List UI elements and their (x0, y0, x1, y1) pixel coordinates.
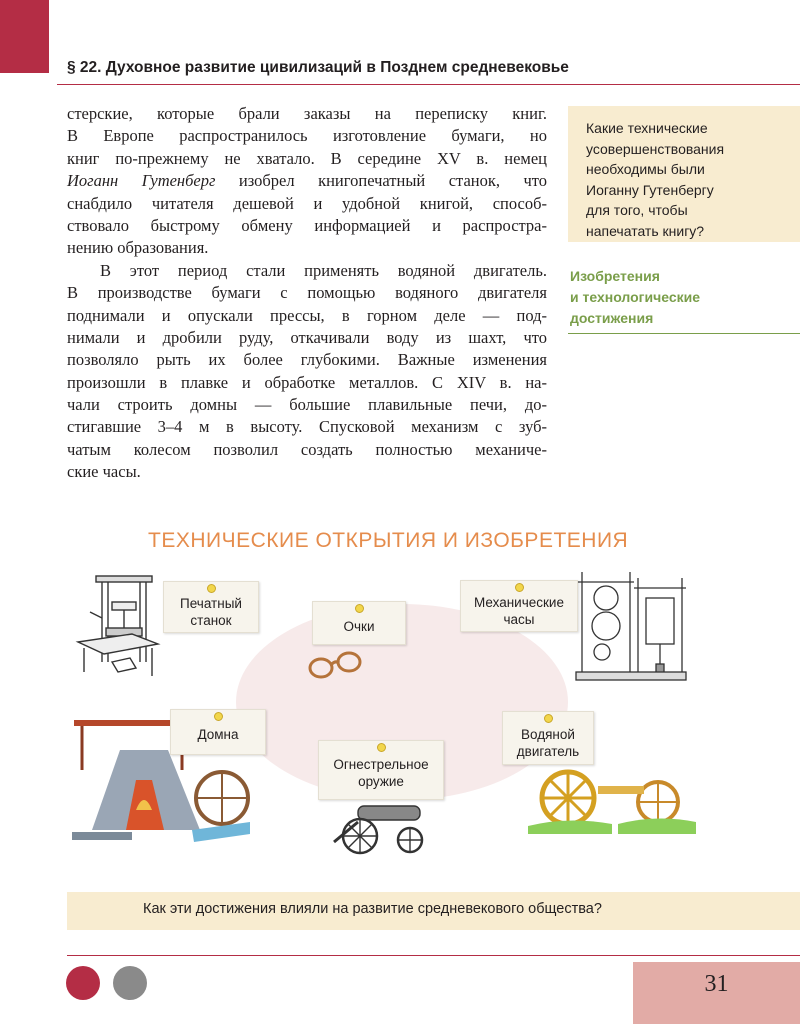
text-line: снабдило читателя дешевой и удобной книгой, способ- (67, 193, 547, 213)
page-number-box (633, 962, 800, 1024)
card-mechanical-clock (460, 580, 578, 632)
eyeglasses-illustration (305, 648, 367, 684)
text-line: книг по-прежнему не хватало. В середине XV в. немец (67, 148, 547, 168)
card-blast-furnace (170, 709, 266, 755)
question-text (586, 118, 786, 241)
person-name: Иоганн Гутенберг (67, 171, 216, 191)
text-line: ствовало быстрому обмену информацией и распростра- (67, 215, 547, 235)
page-number: 31 (704, 971, 729, 997)
pin-icon (207, 584, 216, 593)
card-label: Огнестрельное (333, 757, 429, 772)
card-label: оружие (358, 774, 404, 789)
question-line: Иоганну Гутенбергу (586, 181, 714, 198)
question-line: Какие технические (586, 120, 708, 136)
bottom-question-box (67, 892, 800, 930)
card-label: двигатель (516, 744, 580, 759)
card-eyeglasses (312, 601, 406, 645)
text-line: чали строить домны — большие плавильные печи, до- (67, 395, 547, 415)
text-line: поднимали и опускали прессы, в горном деле — под- (67, 305, 547, 325)
running-header: § 22. Духовное развитие цивилизаций в Позднем средневековье (67, 59, 569, 76)
pin-icon (544, 714, 553, 723)
text-line: В Европе распространилось изготовление бумаги, но (67, 126, 547, 146)
text-line: В производстве бумаги с помощью водяного двигателя (67, 283, 547, 303)
pin-icon (515, 583, 524, 592)
side-heading (570, 266, 790, 329)
card-label: часы (503, 612, 535, 627)
card-label: Механические (474, 595, 564, 610)
text-line: нимали и дробили руду, откачивали воду из шахт, что (67, 327, 547, 347)
footer-rule (67, 955, 800, 956)
mechanical-clock-illustration (574, 568, 688, 690)
text-line: стерские, которые брали заказы на переписку книг. (67, 104, 547, 123)
card-label: Печатный (180, 596, 242, 611)
text-line: произошли в плавке и обработке металлов. С XIV в. на- (67, 372, 547, 392)
side-heading-line: и технологические (570, 289, 701, 305)
card-label: Очки (343, 619, 375, 634)
side-rule (568, 333, 800, 334)
pin-icon (377, 743, 386, 752)
question-line: для того, чтобы (586, 202, 688, 218)
text-line: стигавшие 3–4 м в высоту. Спусковой механизм с зуб- (67, 417, 547, 437)
printing-press-illustration (72, 572, 164, 684)
card-label: Домна (197, 727, 239, 742)
main-text (67, 103, 547, 484)
red-dot (66, 966, 100, 1000)
text-line: позволяло рыть их более глубокими. Важные изменения (67, 350, 547, 370)
question-line: напечатать книгу? (586, 222, 705, 239)
bottom-question: Как эти достижения влияли на развитие средневекового общества? (143, 901, 602, 917)
question-box (568, 106, 800, 242)
card-firearm (318, 740, 444, 800)
text-line: ские часы. (67, 462, 141, 482)
card-label: Водяной (521, 727, 575, 742)
question-line: необходимы были (586, 161, 705, 177)
pin-icon (214, 712, 223, 721)
card-printing-press (163, 581, 259, 633)
cannon-illustration (330, 798, 426, 856)
text-line: В этот период стали применять водяной двигатель. (100, 260, 547, 280)
text-line: чатым колесом позволил создать полностью механиче- (67, 439, 547, 459)
water-wheel-illustration (528, 764, 696, 834)
grey-dot (113, 966, 147, 1000)
pin-icon (355, 604, 364, 613)
text-fragment: изобрел книгопечатный станок, что (238, 171, 548, 191)
question-line: усовершенствования (586, 140, 725, 157)
card-label: станок (190, 613, 232, 628)
side-heading-line: достижения (570, 310, 654, 326)
header-rule (57, 84, 800, 85)
diagram-title: ТЕХНИЧЕСКИЕ ОТКРЫТИЯ И ИЗОБРЕТЕНИЯ (148, 529, 629, 552)
corner-block (0, 0, 49, 73)
text-line: нению образования. (67, 238, 209, 258)
card-water-engine (502, 711, 594, 765)
side-heading-line: Изобретения (570, 268, 660, 284)
text-line (67, 170, 547, 192)
